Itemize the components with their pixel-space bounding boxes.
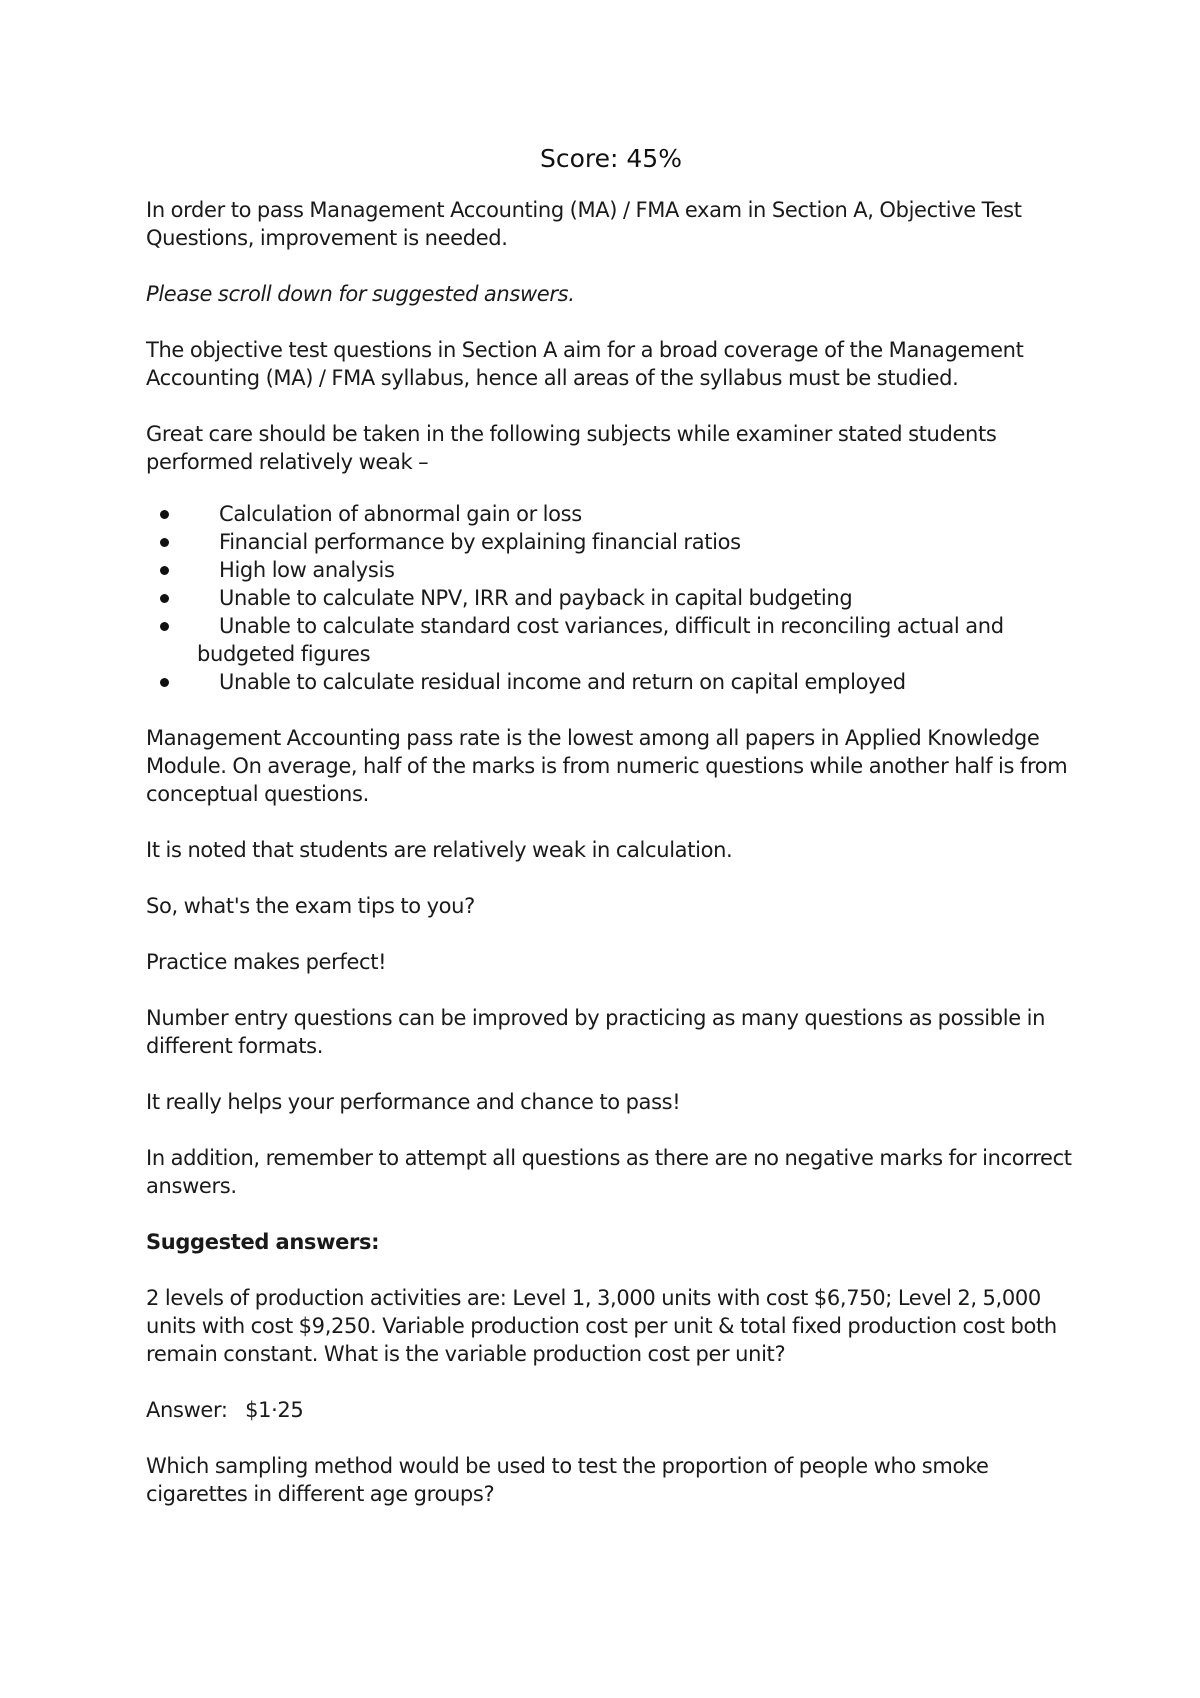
pass-rate-paragraph: Management Accounting pass rate is the lowest among all papers in Applied Knowledge Module. On average, half of the marks is from numeric questions while another half is from conceptual questions. — [146, 726, 1068, 806]
bullet-icon — [160, 538, 169, 547]
list-item-text: Unable to calculate NPV, IRR and payback in capital budgeting — [219, 586, 853, 610]
list-item — [146, 556, 1076, 584]
attempt-all-paragraph: In addition, remember to attempt all questions as there are no negative marks for incorrect answers. — [146, 1146, 1072, 1198]
coverage-paragraph: The objective test questions in Section A aim for a broad coverage of the Management Accounting (MA) / FMA syllabus, hence all areas of the syllabus must be studied. — [146, 338, 1024, 390]
list-item-text: Unable to calculate residual income and return on capital employed — [219, 670, 906, 694]
document-body — [146, 142, 1076, 1536]
number-entry-paragraph: Number entry questions can be improved by practicing as many questions as possible in different formats. — [146, 1006, 1046, 1058]
list-item — [146, 612, 1076, 668]
list-item-text: Financial performance by explaining financial ratios — [219, 530, 741, 554]
scroll-note: Please scroll down for suggested answers. — [146, 282, 575, 306]
weak-areas-intro: Great care should be taken in the following subjects while examiner stated students performed relatively weak – — [146, 422, 997, 474]
suggested-answers-heading: Suggested answers: — [146, 1230, 380, 1254]
list-item-text: Unable to calculate standard cost variances, difficult in reconciling actual and — [219, 614, 1004, 638]
bullet-icon — [160, 622, 169, 631]
helps-line: It really helps your performance and chance to pass! — [146, 1090, 681, 1114]
bullet-icon — [160, 510, 169, 519]
intro-paragraph: In order to pass Management Accounting (MA) / FMA exam in Section A, Objective Test Questions, improvement is needed. — [146, 198, 1022, 250]
practice-line: Practice makes perfect! — [146, 950, 387, 974]
bullet-icon — [160, 566, 169, 575]
list-item-text: Calculation of abnormal gain or loss — [219, 502, 582, 526]
list-item — [146, 668, 1076, 696]
list-item — [146, 500, 1076, 528]
weak-areas-list — [146, 500, 1076, 696]
question-1: 2 levels of production activities are: Level 1, 3,000 units with cost $6,750; Level 2, 5,000 units with cost $9,250. Variable production cost per unit & total fixed production cost both remain constant. What is the variable production cost per unit? — [146, 1286, 1057, 1366]
tips-question: So, what's the exam tips to you? — [146, 894, 475, 918]
bullet-icon — [160, 594, 169, 603]
list-item-text-continued: budgeted figures — [197, 642, 371, 666]
bullet-icon — [160, 678, 169, 687]
list-item-text: High low analysis — [219, 558, 395, 582]
score-title: Score: 45% — [540, 144, 682, 173]
list-item — [146, 584, 1076, 612]
weak-calculation-paragraph: It is noted that students are relatively weak in calculation. — [146, 838, 733, 862]
list-item — [146, 528, 1076, 556]
question-2: Which sampling method would be used to test the proportion of people who smoke cigarettes in different age groups? — [146, 1454, 989, 1506]
answer-1: Answer: $1·25 — [146, 1398, 304, 1422]
